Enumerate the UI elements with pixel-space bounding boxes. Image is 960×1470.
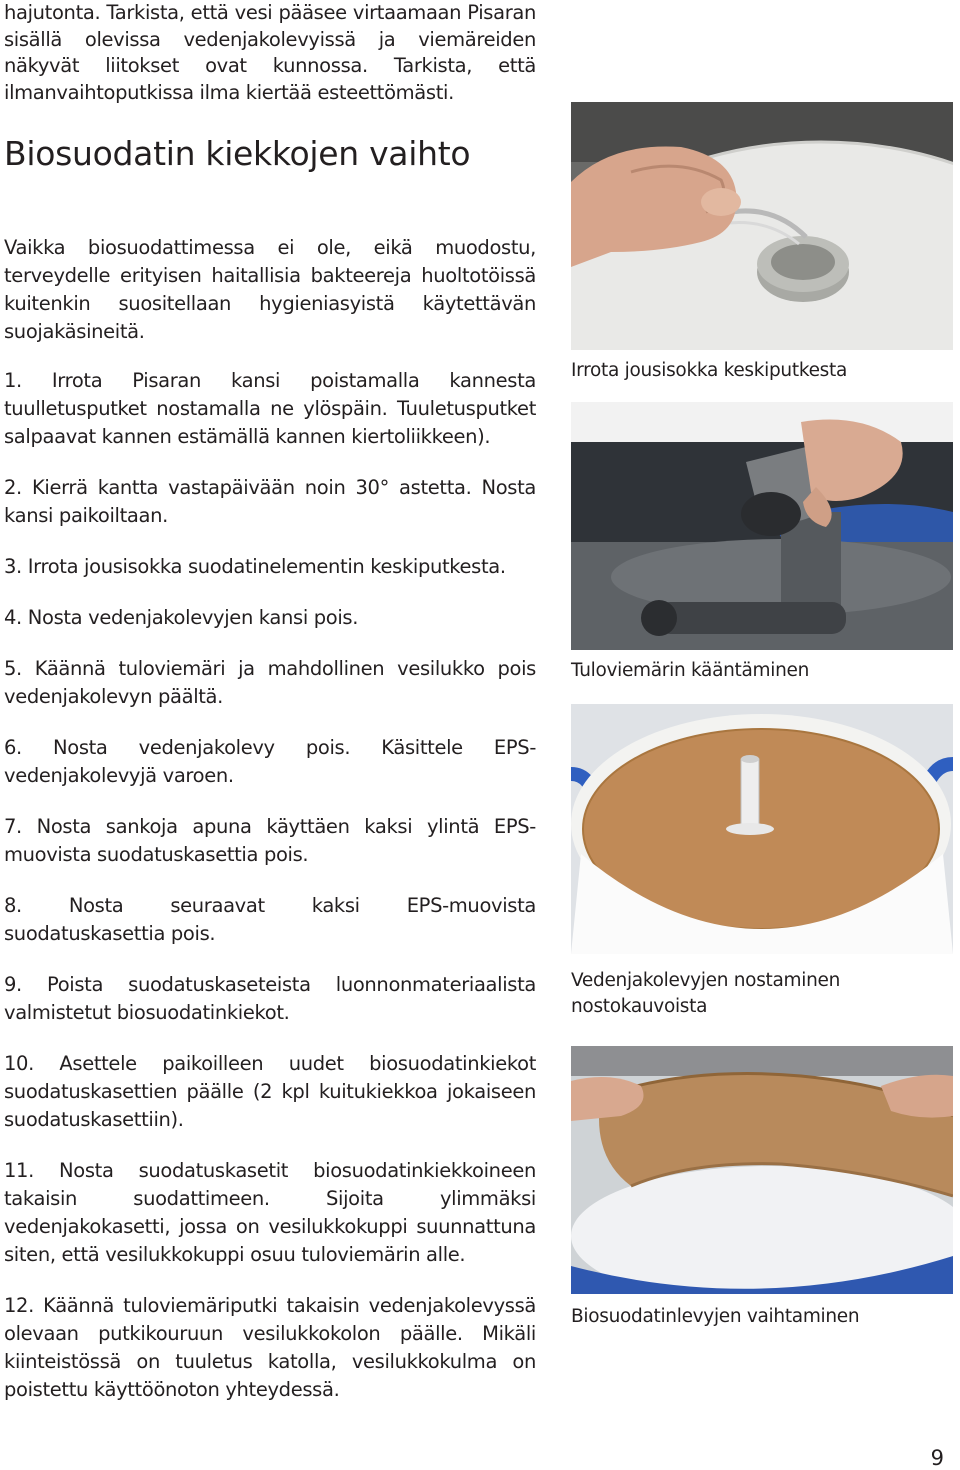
step-4: 4. Nosta vedenjakolevyjen kansi pois. [4, 606, 359, 629]
step-11: 11. Nosta suodatuskasetit biosuodatinkiekkoineen takaisin suodattimeen. Sijoita ylimmäksi vedenjakokasetti, jossa on vesilukkokuppi suunnattuna siten, että vesilukkokuppi osuu tuloviemärin alle. [4, 1159, 536, 1266]
photo-remove-pin-illustration [571, 102, 953, 350]
page-number: 9 [930, 1446, 944, 1470]
step-7: 7. Nosta sankoja apuna käyttäen kaksi ylintä EPS-muovista suodatuskasettia pois. [4, 815, 536, 866]
photo-lift-plates-illustration [571, 704, 953, 954]
photo-lift-plates [571, 704, 953, 954]
step-5: 5. Käännä tuloviemäri ja mahdollinen vesilukko pois vedenjakolevyn päältä. [4, 657, 536, 708]
photo-replace-discs-illustration [571, 1046, 953, 1294]
step-10: 10. Asettele paikoilleen uudet biosuodatinkiekot suodatuskasettien päälle (2 kpl kuitukiekkoa jokaiseen suodatuskasettiin). [4, 1052, 536, 1131]
caption-remove-pin: Irrota jousisokka keskiputkesta [571, 360, 847, 381]
hygiene-paragraph: Vaikka biosuodattimessa ei ole, eikä muodostu, terveydelle erityisen haitallisia bakteereja huoltotöissä kuitenkin suositellaan hygieniasyistä käytettävän suojakäsineitä. [4, 236, 536, 343]
step-6: 6. Nosta vedenjakolevy pois. Käsittele EPS-vedenjakolevyjä varoen. [4, 736, 536, 787]
section-heading: Biosuodatin kiekkojen vaihto [4, 134, 471, 173]
step-12: 12. Käännä tuloviemäriputki takaisin vedenjakolevyssä olevaan putkikouruun vesilukkokolon päälle. Mikäli kiinteistössä on tuuletus katolla, vesilukkokulma on poistettu käyttöönoton yhteydessä. [4, 1294, 536, 1401]
intro-block [4, 0, 536, 106]
caption-replace-discs: Biosuodatinlevyjen vaihtaminen [571, 1306, 860, 1327]
step-2: 2. Kierrä kantta vastapäivään noin 30° astetta. Nosta kansi paikoiltaan. [4, 476, 536, 527]
instructions-column [4, 234, 536, 1427]
caption-turn-inlet: Tuloviemärin kääntäminen [571, 660, 810, 681]
step-3: 3. Irrota jousisokka suodatinelementin keskiputkesta. [4, 555, 506, 578]
step-9: 9. Poista suodatuskaseteista luonnonmateriaalista valmistetut biosuodatinkiekot. [4, 973, 536, 1024]
photo-turn-inlet [571, 402, 953, 650]
step-1: 1. Irrota Pisaran kansi poistamalla kannesta tuulletusputket nostamalla ne ylöspäin. Tuuletusputket salpaavat kannen estämällä kannen kiertoliikkeen). [4, 369, 536, 448]
photo-replace-discs [571, 1046, 953, 1294]
photo-turn-inlet-illustration [571, 402, 953, 650]
photo-remove-pin [571, 102, 953, 350]
intro-paragraph: hajutonta. Tarkista, että vesi pääsee virtaamaan Pisaran sisällä olevissa vedenjakolevyissä ja viemäreiden näkyvät liitokset ovat kunnossa. Tarkista, että ilmanvaihtoputkissa ilma kiertää esteettömästi. [4, 1, 536, 104]
caption-lift-plates: Vedenjakolevyjen nostaminen nostokauvoista [571, 970, 841, 1017]
step-8: 8. Nosta seuraavat kaksi EPS-muovista suodatuskasettia pois. [4, 894, 536, 945]
